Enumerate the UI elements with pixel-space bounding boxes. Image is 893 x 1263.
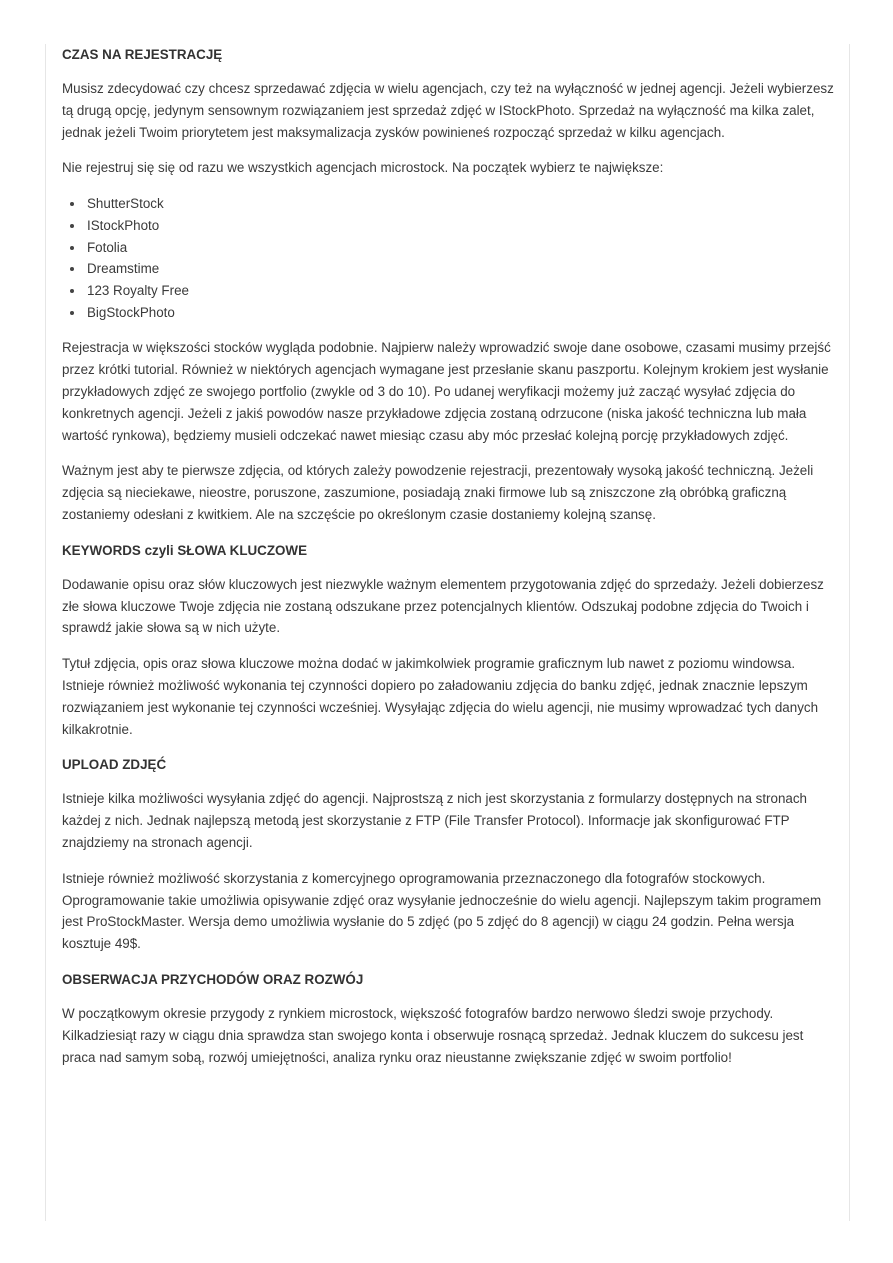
agency-list bbox=[62, 193, 834, 323]
paragraph: Musisz zdecydować czy chcesz sprzedawać zdjęcia w wielu agencjach, czy też na wyłączność w jednej agencji. Jeżeli wybierzesz tą drugą opcję, jedynym sensownym rozwiązaniem jest sprzedaż zdjęć w IStockPhoto. Sprzedaż na wyłączność ma kilka zalet, jednak jeżeli Twoim priorytetem jest maksymalizacja zysków powinieneś rozpocząć sprzedaż w kilku agencjach. bbox=[62, 81, 834, 140]
left-border-line bbox=[45, 44, 46, 1221]
section-heading-upload: UPLOAD ZDJĘĆ bbox=[62, 757, 167, 773]
list-item: BigStockPhoto bbox=[87, 302, 834, 324]
list-item: IStockPhoto bbox=[87, 215, 834, 237]
paragraph: Rejestracja w większości stocków wygląda podobnie. Najpierw należy wprowadzić swoje dane osobowe, czasami musimy przejść przez krótki tutorial. Również w niektórych agencjach wymagane jest przesłanie skanu paszportu. Kolejnym krokiem jest wysłanie przykładowych zdjęć ze swojego portfolio (zwykle od 3 do 10). Po udanej weryfikacji możemy już zacząć wysyłać zdjęcia do konkretnych agencji. Jeżeli z jakiś powodów nasze przykładowe zdjęcia zostaną odrzucone (niska jakość techniczna lub mała wartość rynkowa), będziemy musieli odczekać nawet miesiąc czasu aby móc przesłać kolejną porcję przykładowych zdjęć. bbox=[62, 340, 831, 443]
list-item: ShutterStock bbox=[87, 193, 834, 215]
paragraph: Dodawanie opisu oraz słów kluczowych jest niezwykle ważnym elementem przygotowania zdjęć do sprzedaży. Jeżeli dobierzesz złe słowa kluczowe Twoje zdjęcia nie zostaną odszukane przez potencjalnych klientów. Odszukaj podobne zdjęcia do Twoich i sprawdź jakie słowa są w nich użyte. bbox=[62, 576, 824, 636]
paragraph: Tytuł zdjęcia, opis oraz słowa kluczowe można dodać w jakimkolwiek programie graficznym lub nawet z poziomu windowsa. Istnieje również możliwość wykonania tej czynności dopiero po załadowaniu zdjęcia do banku zdjęć, jednak znacznie lepszym rozwiązaniem jest wykonanie tej czynności wcześniej. Wysyłając zdjęcia do wielu agencji, nie musimy wprowadzać tych danych kilkakrotnie. bbox=[62, 656, 819, 737]
paragraph: Nie rejestruj się się od razu we wszystkich agencjach microstock. Na początek wybierz te największe: bbox=[62, 160, 664, 176]
paragraph: Istnieje kilka możliwości wysyłania zdjęć do agencji. Najprostszą z nich jest skorzystania z formularzy dostępnych na stronach każdej z nich. Jednak najlepszą metodą jest skorzystanie z FTP (File Transfer Protocol). Informacje jak skonfigurować FTP znajdziemy na stronach agencji. bbox=[62, 791, 807, 850]
article-content bbox=[62, 44, 834, 1068]
paragraph: Ważnym jest aby te pierwsze zdjęcia, od których zależy powodzenie rejestracji, prezentowały wysoką jakość techniczną. Jeżeli zdjęcia są nieciekawe, nieostre, poruszone, zaszumione, posiadają znaki firmowe lub są zniszczone złą obróbką graficzną zostaniemy odesłani z kwitkiem. Ale na szczęście po określonym czasie dostaniemy kolejną szansę. bbox=[62, 463, 814, 522]
section-heading-income: OBSERWACJA PRZYCHODÓW ORAZ ROZWÓJ bbox=[62, 971, 364, 987]
paragraph: W początkowym okresie przygody z rynkiem microstock, większość fotografów bardzo nerwowo śledzi swoje przychody. Kilkadziesiąt razy w ciągu dnia sprawdza stan swojego konta i obserwuje rosnącą sprzedaż. Jednak kluczem do sukcesu jest praca nad samym sobą, rozwój umiejętności, analiza rynku oraz nieustanne zwiększanie zdjęć w swoim portfolio! bbox=[62, 1005, 804, 1065]
list-item: Fotolia bbox=[87, 237, 834, 259]
section-heading-registration: CZAS NA REJESTRACJĘ bbox=[62, 47, 223, 62]
list-item: 123 Royalty Free bbox=[87, 280, 834, 302]
paragraph: Istnieje również możliwość skorzystania z komercyjnego oprogramowania przeznaczonego dla fotografów stockowych. Oprogramowanie takie umożliwia opisywanie zdjęć oraz wysyłanie jednocześnie do wielu agencji. Najlepszym takim programem jest ProStockMaster. Wersja demo umożliwia wysłanie do 5 zdjęć (po 5 zdjęć do 8 agencji) w ciągu 24 godzin. Pełna wersja kosztuje 49$. bbox=[62, 870, 822, 952]
list-item: Dreamstime bbox=[87, 258, 834, 280]
right-border-line bbox=[849, 44, 850, 1221]
section-heading-keywords: KEYWORDS czyli SŁOWA KLUCZOWE bbox=[62, 542, 308, 558]
